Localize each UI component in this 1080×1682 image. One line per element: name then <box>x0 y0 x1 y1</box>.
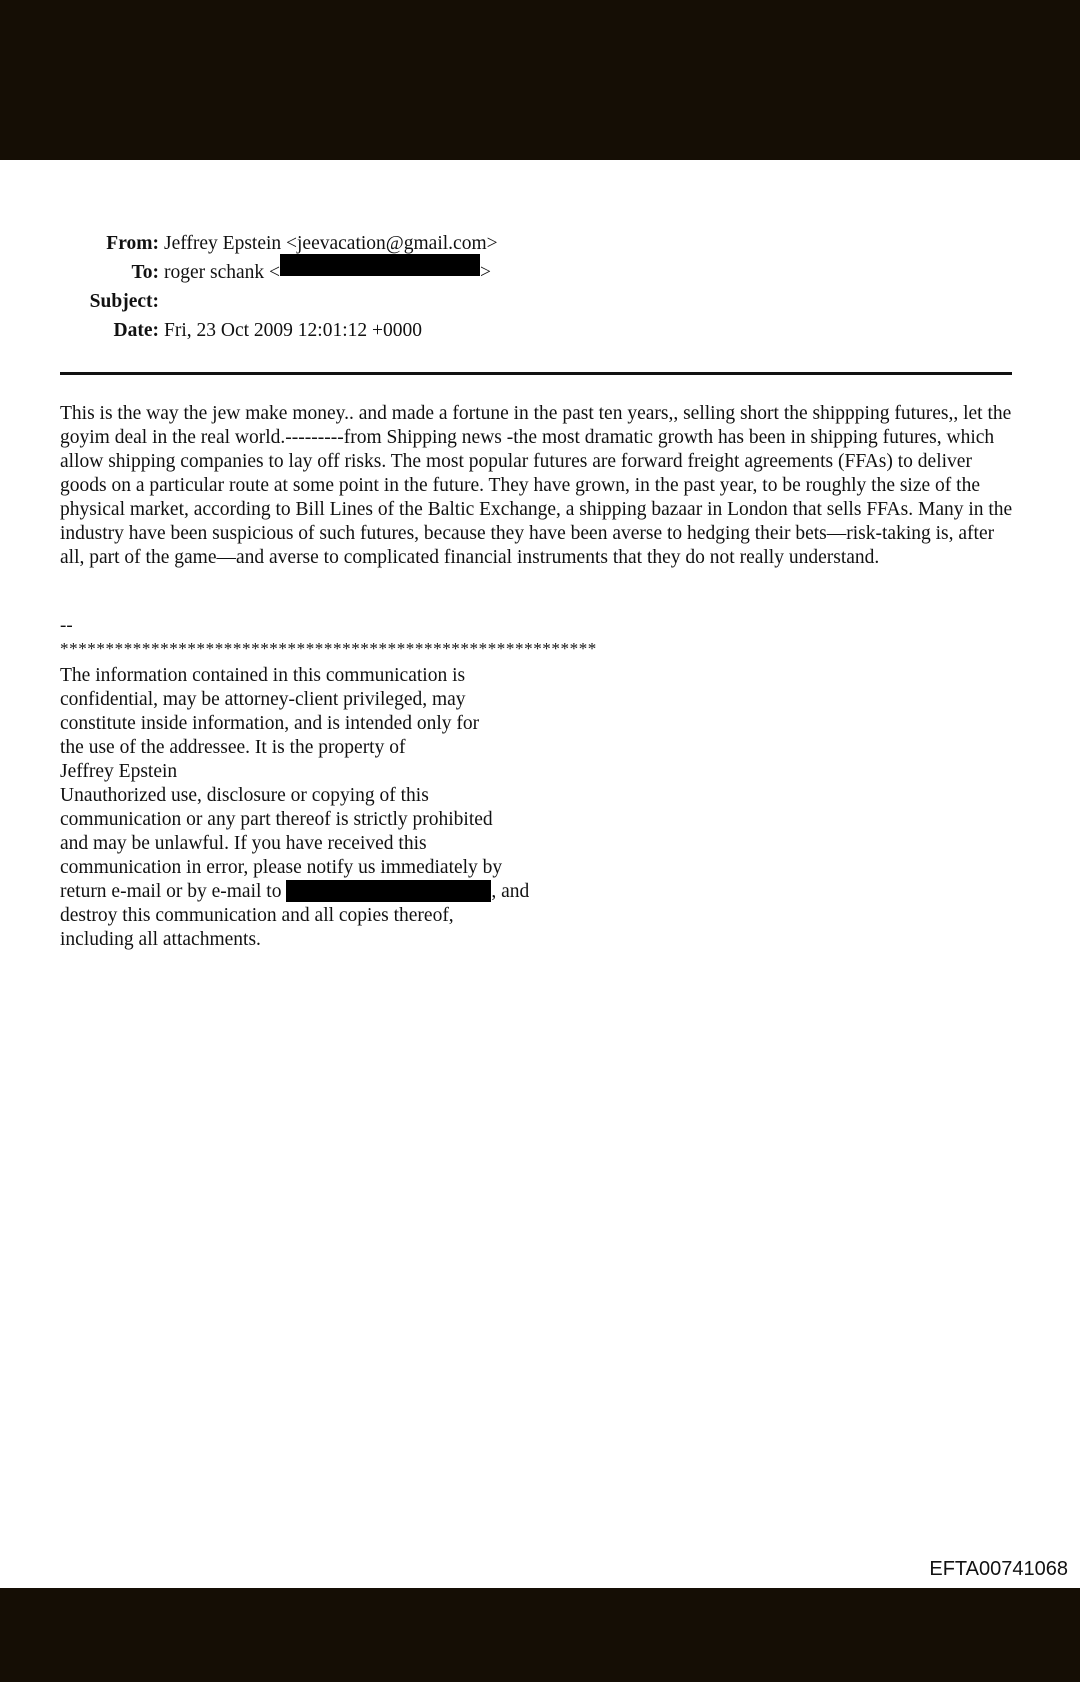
bottom-black-bar <box>0 1588 1080 1682</box>
disclaimer-line: confidential, may be attorney-client privileged, may <box>60 689 466 710</box>
header-divider <box>60 372 1012 375</box>
to-label: To: <box>131 262 159 283</box>
redaction-block <box>280 254 480 276</box>
confidentiality-disclaimer <box>60 664 529 952</box>
body-paragraph: This is the way the jew make money.. and made a fortune in the past ten years,, selling short the shippping futures,, let the goyim deal in the real world.---------from Shipping news -the most dramatic growth has been in shipping futures, which allow shipping companies to lay off risks. The most popular futures are forward freight agreements (FFAs) to deliver goods on a particular route at some point in the future. They have grown, in the past year, to be roughly the size of the physical market, according to Bill Lines of the Baltic Exchange, a shipping bazaar in London that sells FFAs. Many in the industry have been suspicious of such futures, because they have been averse to hedging their bets—risk-taking is, after all, part of the game—and averse to complicated financial instruments that they do not really understand. <box>60 403 1013 568</box>
email-body <box>60 402 1015 570</box>
disclaimer-line: The information contained in this communication is <box>60 665 466 686</box>
date-label: Date: <box>113 320 159 341</box>
disclaimer-line: including all attachments. <box>60 929 261 950</box>
subject-row <box>60 287 498 316</box>
disclaimer-line: communication in error, please notify us immediately by <box>60 857 503 878</box>
top-black-bar <box>0 0 1080 160</box>
disclaimer-line: and may be unlawful. If you have received this <box>60 833 427 854</box>
date-row <box>60 316 498 345</box>
subject-label: Subject: <box>89 291 159 312</box>
date-value: Fri, 23 Oct 2009 12:01:12 +0000 <box>164 320 422 341</box>
from-value: Jeffrey Epstein <jeevacation@gmail.com> <box>164 233 498 254</box>
email-line-prefix: return e-mail or by e-mail to <box>60 881 287 902</box>
disclaimer-line: constitute inside information, and is intended only for <box>60 713 480 734</box>
disclaimer-line: destroy this communication and all copies thereof, <box>60 905 454 926</box>
to-suffix: > <box>480 262 492 283</box>
disclaimer-email-line <box>60 880 529 904</box>
to-row <box>60 258 498 287</box>
disclaimer-line: communication or any part thereof is strictly prohibited <box>60 809 493 830</box>
document-id: EFTA00741068 <box>929 1558 1068 1580</box>
email-line-suffix: , and <box>491 881 530 902</box>
from-label: From: <box>106 233 159 254</box>
redaction-block <box>286 880 491 902</box>
email-header <box>60 229 498 345</box>
to-prefix: roger schank < <box>164 262 281 283</box>
disclaimer-line: Unauthorized use, disclosure or copying of this <box>60 785 429 806</box>
disclaimer-line: the use of the addressee. It is the property of <box>60 737 406 758</box>
disclaimer-line: Jeffrey Epstein <box>60 761 178 782</box>
signature-stars: *********************************************************** <box>60 639 597 658</box>
signature-dash: -- <box>60 615 73 636</box>
